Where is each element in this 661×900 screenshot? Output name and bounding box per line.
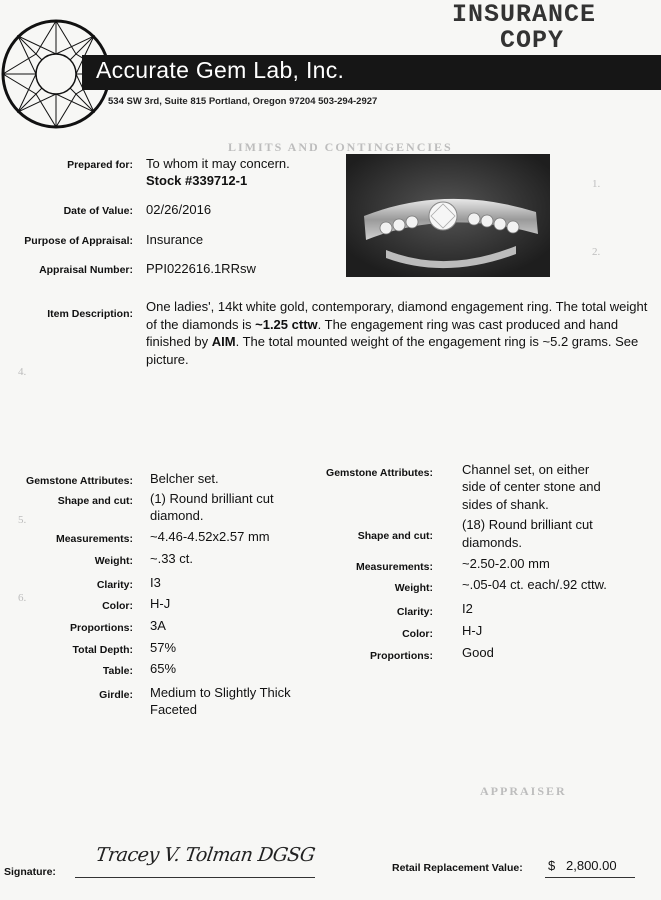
bg-appraiser: APPRAISER bbox=[480, 784, 567, 798]
left-table-value: 65% bbox=[150, 661, 177, 676]
right-gem-attr-value2: side of center stone and bbox=[462, 479, 601, 494]
currency-symbol: $ bbox=[548, 858, 556, 873]
left-weight-label: Weight: bbox=[94, 555, 133, 567]
left-measurements-value: ~4.46-4.52x2.57 mm bbox=[150, 529, 270, 544]
appraisal-number-label: Appraisal Number: bbox=[39, 264, 133, 276]
left-weight-value: ~.33 ct. bbox=[150, 551, 193, 566]
stock-number: Stock #339712-1 bbox=[146, 173, 248, 188]
left-girdle-value2: Faceted bbox=[150, 702, 197, 717]
prepared-for-label: Prepared for: bbox=[67, 159, 133, 171]
signature-label: Signature: bbox=[4, 866, 56, 878]
desc-part1: One ladies', 14kt white gold, contemporary, diamond engagement ring. The total weight of the diamonds is bbox=[146, 299, 648, 332]
left-total-depth-label: Total Depth: bbox=[72, 644, 133, 656]
bg-number-4: 4. bbox=[18, 366, 27, 378]
handwritten-signature: Tracey V. Tolman DGSG bbox=[94, 844, 317, 866]
left-gem-attr-label: Gemstone Attributes: bbox=[26, 475, 133, 487]
right-gem-attr-value: Channel set, on either bbox=[462, 462, 590, 477]
right-measurements-value: ~2.50-2.00 mm bbox=[462, 556, 550, 571]
left-girdle-label: Girdle: bbox=[99, 689, 133, 701]
purpose-label: Purpose of Appraisal: bbox=[24, 235, 133, 247]
left-clarity-value: I3 bbox=[150, 575, 161, 590]
left-shape-value: (1) Round brilliant cut bbox=[150, 491, 274, 506]
right-shape-value2: diamonds. bbox=[462, 535, 522, 550]
right-shape-value: (18) Round brilliant cut bbox=[462, 517, 593, 532]
ring-photo bbox=[346, 154, 550, 277]
desc-part3: . The total mounted weight of the engagement ring is ~5.2 grams. See picture. bbox=[146, 334, 639, 367]
retail-replacement-value: 2,800.00 bbox=[566, 858, 617, 873]
appraisal-number: PPI022616.1RRsw bbox=[146, 261, 256, 276]
right-gem-attr-value3: sides of shank. bbox=[462, 497, 549, 512]
item-description-label: Item Description: bbox=[47, 308, 133, 320]
right-gem-attr-label: Gemstone Attributes: bbox=[326, 467, 433, 479]
left-total-depth-value: 57% bbox=[150, 640, 177, 655]
left-color-label: Color: bbox=[102, 600, 133, 612]
left-shape-value2: diamond. bbox=[150, 508, 204, 523]
left-girdle-value: Medium to Slightly Thick bbox=[150, 685, 291, 700]
left-proportions-label: Proportions: bbox=[70, 622, 133, 634]
left-gem-attr-value: Belcher set. bbox=[150, 471, 219, 486]
right-shape-label: Shape and cut: bbox=[357, 530, 433, 542]
stamp-line1: INSURANCE bbox=[452, 2, 597, 29]
desc-part2: . The engagement ring was cast produced and hand finished by bbox=[146, 316, 619, 349]
left-proportions-value: 3A bbox=[150, 618, 166, 633]
left-shape-label: Shape and cut: bbox=[57, 495, 133, 507]
prepared-for-value: To whom it may concern. bbox=[146, 156, 290, 171]
left-measurements-label: Measurements: bbox=[55, 533, 133, 545]
retail-replacement-value-label: Retail Replacement Value: bbox=[392, 862, 523, 874]
company-address: 534 SW 3rd, Suite 815 Portland, Oregon 97204 503-294-2927 bbox=[108, 96, 378, 107]
value-underline bbox=[545, 877, 635, 878]
right-measurements-label: Measurements: bbox=[355, 561, 433, 573]
ring-image-icon bbox=[346, 154, 550, 277]
purpose-value: Insurance bbox=[146, 232, 204, 247]
desc-total-weight: ~1.25 cttw bbox=[255, 316, 318, 332]
stamp-line2: COPY bbox=[500, 26, 565, 52]
signature-line bbox=[75, 877, 315, 878]
company-name: Accurate Gem Lab, Inc. bbox=[96, 57, 345, 83]
date-of-value-label: Date of Value: bbox=[63, 205, 133, 217]
left-clarity-label: Clarity: bbox=[96, 579, 133, 591]
right-proportions-label: Proportions: bbox=[370, 650, 433, 662]
desc-maker: AIM bbox=[211, 334, 236, 349]
bg-number-2: 2. bbox=[592, 246, 601, 258]
right-proportions-value: Good bbox=[462, 645, 494, 660]
left-table-label: Table: bbox=[102, 665, 133, 677]
bg-title: LIMITS AND CONTINGENCIES bbox=[228, 140, 453, 154]
left-color-value: H-J bbox=[150, 596, 171, 611]
bg-number-1: 1. bbox=[592, 178, 601, 190]
right-color-label: Color: bbox=[402, 628, 433, 640]
insurance-copy-stamp bbox=[452, 2, 652, 52]
bg-number-6: 6. bbox=[18, 592, 27, 604]
right-clarity-value: I2 bbox=[462, 601, 473, 616]
right-weight-value: ~.05-04 ct. each/.92 cttw. bbox=[462, 577, 607, 592]
right-clarity-label: Clarity: bbox=[396, 606, 433, 618]
date-of-value: 02/26/2016 bbox=[146, 202, 212, 217]
right-weight-label: Weight: bbox=[394, 582, 433, 594]
right-color-value: H-J bbox=[462, 623, 483, 638]
item-description bbox=[146, 298, 656, 368]
bg-number-5: 5. bbox=[18, 514, 27, 526]
